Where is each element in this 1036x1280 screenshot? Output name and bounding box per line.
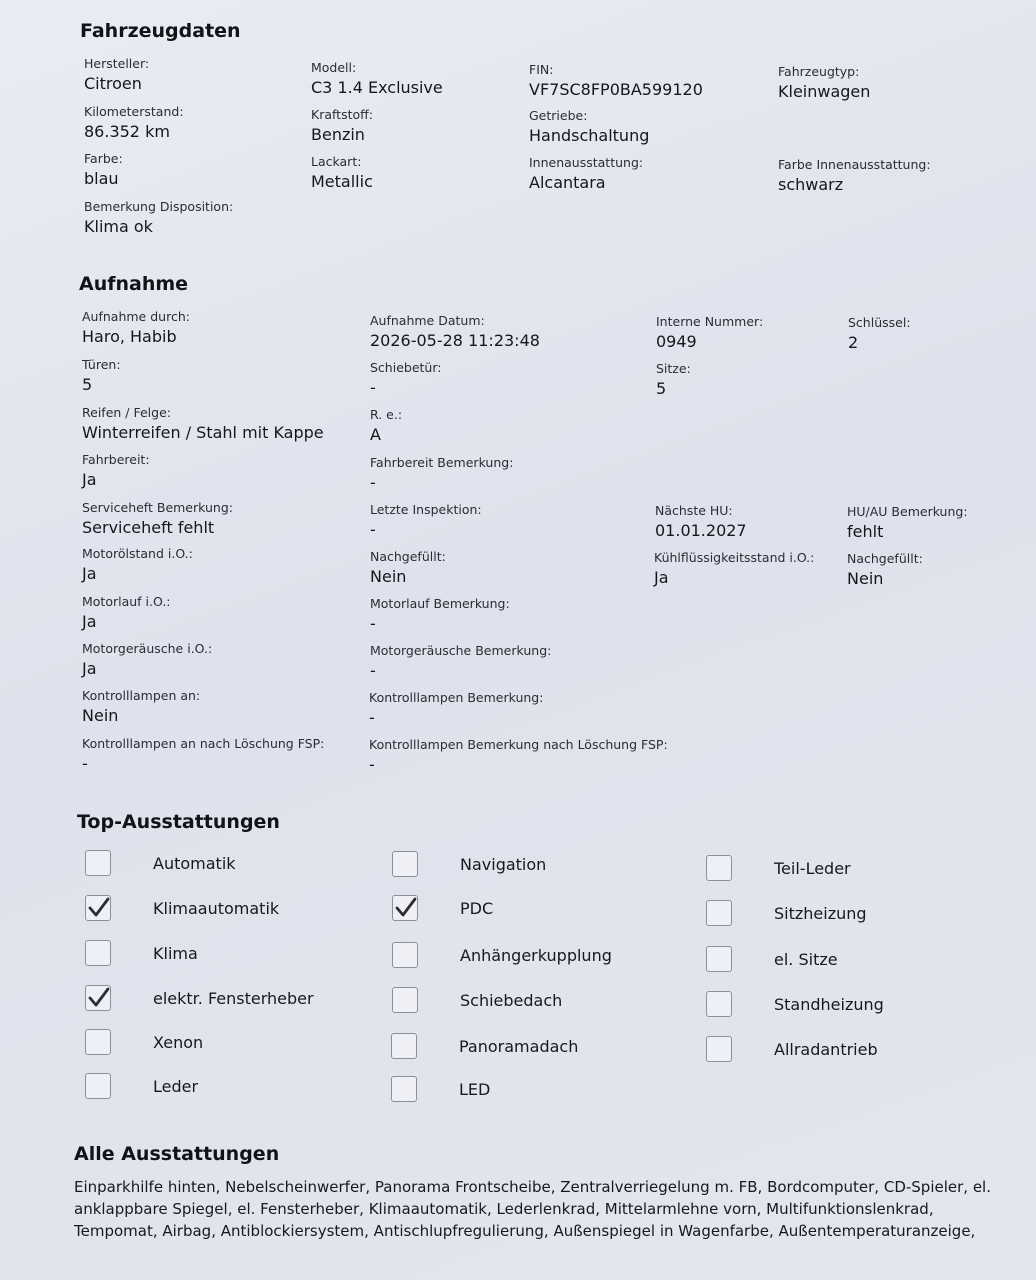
checkbox-box[interactable]	[391, 1033, 417, 1059]
field-kuehlfluessigkeitsstand	[654, 550, 814, 588]
field-label: Motorölstand i.O.:	[82, 546, 193, 561]
checkbox-box[interactable]	[706, 991, 732, 1017]
field-value: Ja	[82, 659, 97, 678]
field-label: Innenausstattung:	[529, 155, 644, 170]
field-re	[370, 407, 402, 445]
field-label: Kontrolllampen Bemerkung:	[369, 690, 544, 705]
checkbox-box[interactable]	[392, 942, 418, 968]
field-value: -	[369, 708, 375, 727]
checkbox-box[interactable]	[85, 1073, 111, 1099]
checkbox-pdc[interactable]	[392, 895, 493, 921]
field-label: Motorlauf i.O.:	[82, 594, 171, 609]
checkbox-sitzheizung[interactable]	[706, 900, 867, 926]
checkbox-navigation[interactable]	[392, 851, 546, 877]
field-value: schwarz	[778, 175, 844, 194]
field-value: -	[370, 661, 376, 680]
field-label: Fahrzeugtyp:	[778, 64, 860, 79]
checkbox-label: Sitzheizung	[774, 903, 867, 923]
field-schluessel	[848, 315, 911, 353]
field-label: Lackart:	[311, 154, 362, 169]
field-value: Benzin	[311, 125, 365, 144]
field-label: Aufnahme durch:	[82, 309, 190, 324]
checkbox-box[interactable]	[706, 855, 732, 881]
field-label: Kilometerstand:	[84, 104, 184, 119]
field-innenausstattung	[529, 155, 643, 193]
checkmark-icon	[87, 986, 111, 1010]
field-value: 2	[848, 333, 859, 352]
checkbox-label: el. Sitze	[774, 949, 838, 969]
field-value: Citroen	[84, 74, 142, 93]
field-label: Motorgeräusche i.O.:	[82, 641, 213, 656]
checkbox-led[interactable]	[391, 1076, 490, 1102]
field-farbe-innenausstattung	[778, 157, 931, 195]
field-value: Winterreifen / Stahl mit Kappe	[82, 423, 324, 442]
field-kraftstoff	[311, 107, 373, 145]
field-label: Nächste HU:	[655, 503, 733, 518]
field-aufnahme-datum	[370, 313, 540, 351]
checkbox-box[interactable]	[392, 851, 418, 877]
field-tueren	[82, 357, 121, 395]
section-title-aufnahme: Aufnahme	[79, 273, 189, 295]
field-value: -	[370, 378, 376, 397]
field-aufnahme-durch	[82, 309, 190, 347]
field-getriebe	[529, 108, 649, 146]
checkbox-box[interactable]	[85, 1029, 111, 1055]
field-label: Kontrolllampen an:	[82, 688, 201, 703]
field-label: Farbe Innenausstattung:	[778, 157, 931, 172]
checkbox-label: LED	[459, 1079, 491, 1099]
field-nachgefuellt-kuehl	[847, 551, 923, 589]
checkbox-label: Klimaautomatik	[153, 898, 280, 918]
checkbox-leder[interactable]	[85, 1073, 198, 1099]
checkbox-label: Leder	[153, 1076, 199, 1096]
field-label: Getriebe:	[529, 108, 588, 123]
checkbox-label: Klima	[153, 943, 198, 963]
checkbox-box[interactable]	[392, 987, 418, 1013]
field-fahrzeugtyp	[778, 64, 870, 102]
checkbox-schiebedach[interactable]	[392, 987, 562, 1013]
checkbox-klimaautomatik[interactable]	[85, 895, 279, 921]
field-value: Alcantara	[529, 173, 606, 192]
checkbox-automatik[interactable]	[85, 850, 236, 876]
field-kontrolllampen-bemerkung-fsp	[369, 737, 668, 775]
checkbox-label: Automatik	[153, 853, 236, 873]
field-label: Kontrolllampen Bemerkung nach Löschung FSP:	[369, 737, 668, 752]
field-label: Interne Nummer:	[656, 314, 764, 329]
section-title-top-ausstattungen: Top-Ausstattungen	[77, 811, 280, 833]
field-fahrbereit-bemerkung	[370, 455, 513, 493]
field-label: Aufnahme Datum:	[370, 313, 485, 328]
field-motorgeraeusche-bemerkung	[370, 643, 551, 681]
field-naechste-hu	[655, 503, 747, 541]
field-bemerkung-disposition	[84, 199, 233, 237]
alle-ausstattungen-text: Einparkhilfe hinten, Nebelscheinwerfer, Panorama Frontscheibe, Zentralverriegelung m. FB, Bordcomputer, CD-Spieler, el. anklappbare Spiegel, el. Fensterheber, Klimaautomatik, Lederlenkrad, Mittelarmlehne vorn, Multifunktionslenkrad, Tempomat, Airbag, Antiblockiersystem, Antischlupfregulierung, Außenspiegel in Wagenfarbe, Außentemperaturanzeige,	[74, 1178, 991, 1240]
field-label: Farbe:	[84, 151, 123, 166]
field-letzte-inspektion	[370, 502, 482, 540]
checkmark-icon	[394, 896, 418, 920]
field-value: Kleinwagen	[778, 82, 871, 101]
field-kilometerstand	[84, 104, 184, 142]
field-value: 2026-05-28 11:23:48	[370, 331, 540, 350]
checkbox-label: elektr. Fensterheber	[153, 988, 314, 1008]
checkbox-el-sitze[interactable]	[706, 946, 838, 972]
field-label: Nachgefüllt:	[370, 549, 446, 564]
field-value: Klima ok	[84, 217, 153, 236]
checkbox-label: Anhängerkupplung	[460, 945, 612, 965]
field-label: Kraftstoff:	[311, 107, 373, 122]
section-title-fahrzeugdaten: Fahrzeugdaten	[80, 20, 241, 42]
checkbox-box[interactable]	[85, 940, 111, 966]
field-value: Ja	[82, 564, 97, 583]
field-motorgeraeusche	[82, 641, 212, 679]
field-value: A	[370, 425, 381, 444]
field-sitze	[656, 361, 691, 399]
field-label: Fahrbereit:	[82, 452, 150, 467]
field-label: Schlüssel:	[848, 315, 911, 330]
checkbox-label: Panoramadach	[459, 1036, 579, 1056]
checkbox-klima[interactable]	[85, 940, 198, 966]
field-label: Motorlauf Bemerkung:	[370, 596, 510, 611]
checkbox-box[interactable]	[392, 895, 418, 921]
field-value: Ja	[654, 568, 669, 587]
field-kontrolllampen-fsp	[82, 736, 324, 774]
field-value: Nein	[847, 569, 884, 588]
checkbox-box[interactable]	[706, 1036, 732, 1062]
field-schiebetuer	[370, 360, 441, 398]
field-label: R. e.:	[370, 407, 403, 422]
field-label: Kühlflüssigkeitsstand i.O.:	[654, 550, 815, 565]
checkbox-box[interactable]	[85, 850, 111, 876]
field-hersteller	[84, 56, 149, 94]
field-value: Ja	[82, 612, 97, 631]
checkbox-standheizung[interactable]	[706, 991, 884, 1017]
checkbox-box[interactable]	[706, 900, 732, 926]
checkbox-box[interactable]	[391, 1076, 417, 1102]
field-value: -	[82, 754, 88, 773]
field-value: blau	[84, 169, 119, 188]
checkbox-elektr-fensterheber[interactable]	[85, 985, 314, 1011]
field-value: Metallic	[311, 172, 373, 191]
checkbox-box[interactable]	[85, 985, 111, 1011]
field-fahrbereit	[82, 452, 150, 490]
field-label: Modell:	[311, 60, 357, 75]
section-title-alle-ausstattungen: Alle Ausstattungen	[74, 1143, 280, 1165]
checkbox-label: Teil-Leder	[774, 858, 851, 878]
field-label: Kontrolllampen an nach Löschung FSP:	[82, 736, 325, 751]
field-value: 01.01.2027	[655, 521, 747, 540]
field-label: Nachgefüllt:	[847, 551, 923, 566]
field-interne-nummer	[656, 314, 763, 352]
field-farbe	[84, 151, 123, 189]
field-fin	[529, 62, 703, 100]
field-label: Bemerkung Disposition:	[84, 199, 234, 214]
checkbox-label: PDC	[460, 898, 494, 918]
field-lackart	[311, 154, 373, 192]
field-kontrolllampen	[82, 688, 200, 726]
checkbox-label: Allradantrieb	[774, 1039, 878, 1059]
field-nachgefuellt-oel	[370, 549, 446, 587]
checkbox-panoramadach[interactable]	[391, 1033, 578, 1059]
checkbox-box[interactable]	[85, 895, 111, 921]
checkbox-teil-leder[interactable]	[706, 855, 851, 881]
field-value: -	[370, 473, 376, 492]
field-label: Türen:	[82, 357, 121, 372]
field-value: -	[370, 520, 376, 539]
field-value: 5	[82, 375, 93, 394]
field-motorlauf-bemerkung	[370, 596, 510, 634]
field-value: Ja	[82, 470, 97, 489]
field-value: Serviceheft fehlt	[82, 518, 215, 537]
checkbox-label: Navigation	[460, 854, 547, 874]
field-value: 5	[656, 379, 667, 398]
field-value: C3 1.4 Exclusive	[311, 78, 443, 97]
field-label: Sitze:	[656, 361, 691, 376]
field-value: 0949	[656, 332, 697, 351]
checkbox-label: Xenon	[153, 1032, 204, 1052]
field-reifen-felge	[82, 405, 324, 443]
checkbox-label: Schiebedach	[460, 990, 563, 1010]
field-hu-au-bemerkung	[847, 504, 968, 542]
field-label: Hersteller:	[84, 56, 150, 71]
field-value: VF7SC8FP0BA599120	[529, 80, 703, 99]
field-label: FIN:	[529, 62, 554, 77]
checkbox-box[interactable]	[706, 946, 732, 972]
field-kontrolllampen-bemerkung	[369, 690, 543, 728]
field-motoroelstand	[82, 546, 193, 584]
checkmark-icon	[87, 896, 111, 920]
field-value: fehlt	[847, 522, 884, 541]
field-label: Serviceheft Bemerkung:	[82, 500, 233, 515]
field-label: HU/AU Bemerkung:	[847, 504, 968, 519]
checkbox-anhaengerkupplung[interactable]	[392, 942, 612, 968]
field-value: Nein	[370, 567, 407, 586]
checkbox-allradantrieb[interactable]	[706, 1036, 878, 1062]
field-motorlauf	[82, 594, 171, 632]
field-label: Letzte Inspektion:	[370, 502, 482, 517]
field-value: Nein	[82, 706, 119, 725]
field-label: Schiebetür:	[370, 360, 442, 375]
field-value: Handschaltung	[529, 126, 650, 145]
checkbox-xenon[interactable]	[85, 1029, 203, 1055]
field-label: Fahrbereit Bemerkung:	[370, 455, 514, 470]
field-modell	[311, 60, 443, 98]
field-value: Haro, Habib	[82, 327, 177, 346]
field-value: 86.352 km	[84, 122, 170, 141]
field-value: -	[369, 755, 375, 774]
checkbox-label: Standheizung	[774, 994, 884, 1014]
field-value: -	[370, 614, 376, 633]
field-label: Reifen / Felge:	[82, 405, 171, 420]
field-serviceheft-bemerkung	[82, 500, 233, 538]
field-label: Motorgeräusche Bemerkung:	[370, 643, 552, 658]
